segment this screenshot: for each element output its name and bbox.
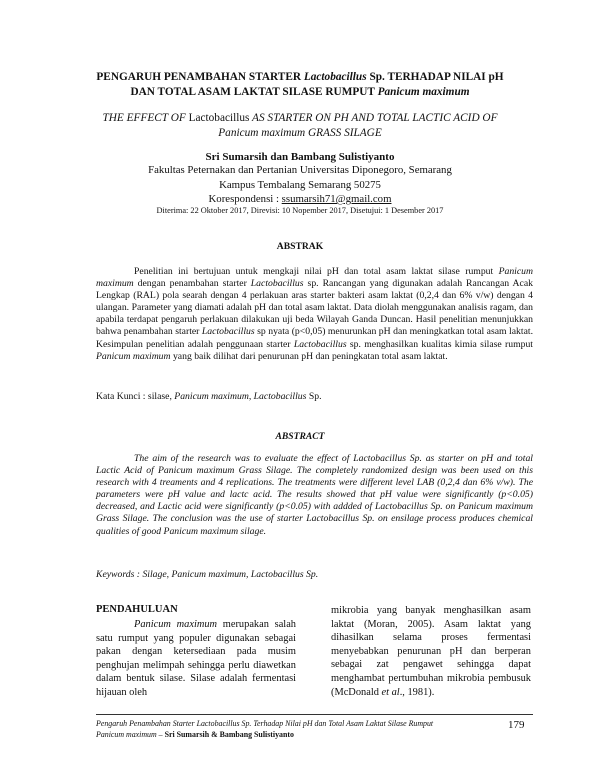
paper-title: PENGARUH PENAMBAHAN STARTER Lactobacillus Sp. TERHADAP NILAI pH DAN TOTAL ASAM LAKTAT SILASE RUMPUT Panicum maximum xyxy=(96,71,504,98)
footer-rule xyxy=(96,714,533,715)
affiliation-line2: Kampus Tembalang Semarang 50275 xyxy=(219,178,381,191)
intro-right-column: mikrobia yang banyak menghasilkan asam laktat (Moran, 2005). Asam laktat yang dihasilkan selama proses fermentasi menyebabkan penurunan pH dan berperan sebagai zat pengawet sehingga dapat menghambat pertumbuhan mikrobia pembusuk (McDonald et al., 1981). xyxy=(331,605,531,698)
running-footer: Pengaruh Penambahan Starter Lactobacillus Sp. Terhadap Nilai pH dan Total Asam Laktat Silase Rumput Panicum maximum – Sri Sumarsih & Bambang Sulistiyanto xyxy=(96,719,434,739)
kata-kunci: Kata Kunci : silase, Panicum maximum, Lactobacillus Sp. xyxy=(96,391,322,402)
correspondence: Korespondensi : ssumarsih71@gmail.com xyxy=(208,193,392,205)
abstract-body: The aim of the research was to evaluate the effect of Lactobacillus Sp. as starter on pH and total Lactic Acid of Panicum maximum Grass Silage. The completely randomized design was been used on this research with 4 treaments and 4 replications. The treatments were different level LAB (0,2,4 dan 6% v/w). The parameters were pH value and lactc acid. The results showed that pH value were significantly (p<0.05) decreased, and Lactic acid were significantly (p<0.05) with addded of Lactobacillus Sp. on Panicum maximum Grass Silage. The conclusion was the use of starter Lactobacillus Sp. on ensilage process produces chemical qualities of good Panicum maximum silage. xyxy=(96,453,533,537)
authors: Sri Sumarsih dan Bambang Sulistiyanto xyxy=(205,151,395,163)
abstrak-body: Penelitian ini bertujuan untuk mengkaji nilai pH dan total asam laktat silase rumput Panicum maximum dengan penambahan starter Lactobacillus sp. Rancangan yang digunakan adalah Rancangan Acak Lengkap (RAL) pola searah dengan 4 perlakuan aras starter bakteri asam laktat (0,2,4 dan 6% v/w) dengan 4 ulangan. Parameter yang diamati adalah pH dan total asam laktat. Data diolah menggunakan analisis ragam, dan apabila terdapat pengaruh perlakuan dilakukan uji beda Wilayah Ganda Duncan. Hasil penelitian menunjukkan bahwa penambahan starter Lactobacillus sp nyata (p<0,05) menurunkan pH dan meningkatkan total asam laktat. Kesimpulan penelitian adalah penggunaan starter Lactobacillus sp. menghasilkan kualitas kimia silase rumput Panicum maximum yang baik dilihat dari penurunan pH dan peningkatan total asam laktat. xyxy=(96,266,533,362)
english-title: THE EFFECT OF Lactobacillus AS STARTER ON PH AND TOTAL LACTIC ACID OF Panicum maximum GRASS SILAGE xyxy=(102,112,498,139)
abstract-heading: ABSTRACT xyxy=(275,431,325,442)
page-number: 179 xyxy=(508,719,525,731)
submission-dates: Diterima: 22 Oktober 2017, Direvisi: 10 Nopember 2017, Disetujui: 1 Desember 2017 xyxy=(156,206,444,215)
abstrak-heading: ABSTRAK xyxy=(276,241,324,252)
pendahuluan-heading: PENDAHULUAN xyxy=(96,604,178,615)
email-link[interactable]: ssumarsih71@gmail.com xyxy=(281,193,392,205)
affiliation xyxy=(0,163,600,207)
keywords: Keywords : Silage, Panicum maximum, Lactobacillus Sp. xyxy=(96,569,319,580)
intro-left-column: Panicum maximum merupakan salah satu rumput yang populer digunakan sebagai pakan dengan ketersediaan pada musim penghujan melimpah sehingga perlu diawetkan dalam bentuk silase. Silase adalah fermentasi hijauan oleh xyxy=(96,619,296,698)
affiliation-line1: Fakultas Peternakan dan Pertanian Universitas Diponegoro, Semarang xyxy=(148,164,452,176)
